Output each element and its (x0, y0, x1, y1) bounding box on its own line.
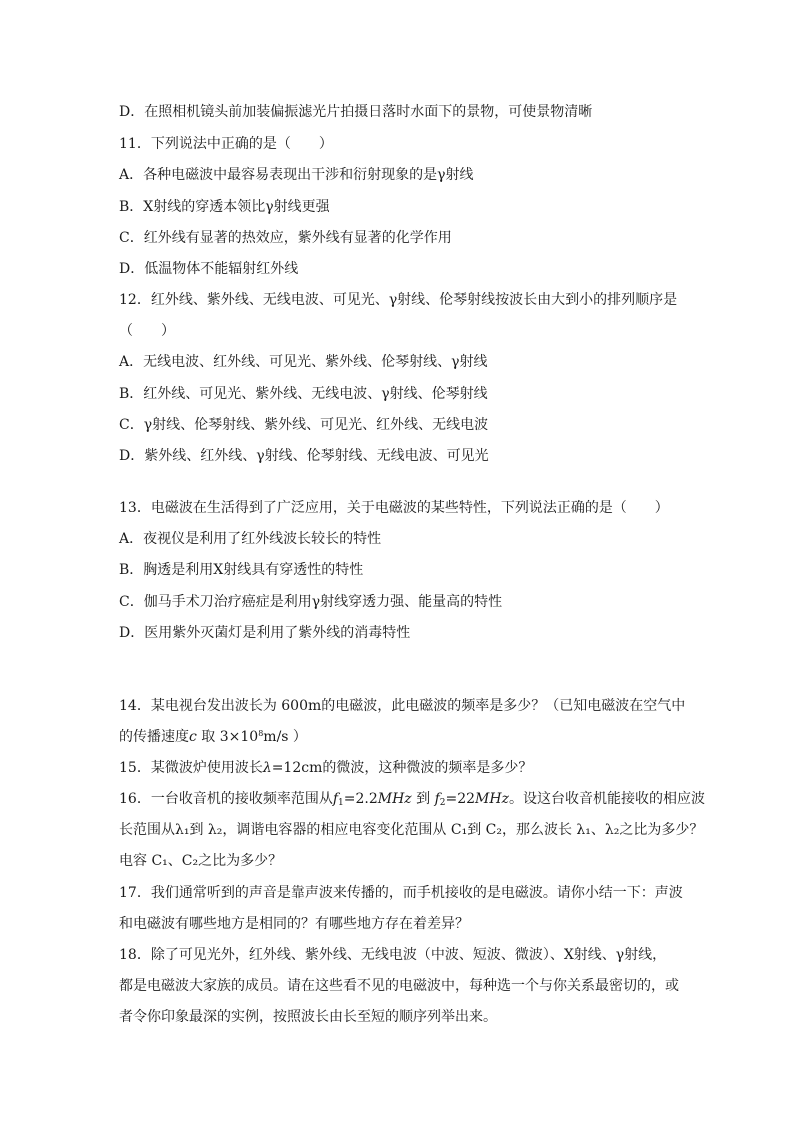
q16-stem-line1: 16．一台收音机的接收频率范围从$f_1=2.2MHz$ 到 $f_2=22MHz$。设这台收音机能接收的相应波 (119, 791, 705, 808)
q18-stem-line2: 都是电磁波大家族的成员。请在这些看不见的电磁波中，每种选一个与你关系最密切的，或 (119, 978, 679, 994)
q17-stem-line1: 17．我们通常听到的声音是靠声波来传播的，而手机接收的是电磁波。请你小结一下：声波 (119, 885, 683, 901)
q18-stem-line3: 者令你印象最深的实例，按照波长由长至短的顺序列举出来。 (119, 1009, 497, 1025)
q16-stem-line3: 电容 C₁、C₂之比为多少？ (119, 853, 283, 869)
q14-stem-line1: 14．某电视台发出波长为 600m的电磁波，此电磁波的频率是多少？（已知电磁波在空气中 (119, 698, 686, 714)
q12-option-d: D．紫外线、红外线、γ射线、伦琴射线、无线电波、可见光 (119, 448, 489, 464)
q18-stem-line1: 18．除了可见光外，红外线、紫外线、无线电波（中波、短波、微波）、X射线、γ射线， (119, 947, 667, 963)
q11-option-a: A．各种电磁波中最容易表现出干涉和衍射现象的是γ射线 (119, 167, 474, 183)
q11-option-b: B．X射线的穿透本领比γ射线更强 (119, 199, 330, 215)
q13-option-d: D．医用紫外灭菌灯是利用了紫外线的消毒特性 (119, 625, 411, 641)
q11-option-d: D．低温物体不能辐射红外线 (119, 261, 299, 277)
q13-option-c: C．伽马手术刀治疗癌症是利用γ射线穿透力强、能量高的特性 (119, 594, 503, 610)
q16-stem-line2: 长范围从λ₁到 λ₂，调谐电容器的相应电容变化范围从 C₁到 C₂，那么波长 λ₁、λ₂之比为多少？ (119, 822, 704, 838)
q12-option-a: A．无线电波、红外线、可见光、紫外线、伦琴射线、γ射线 (119, 354, 488, 370)
q15-stem: 15．某微波炉使用波长λ=12cm的微波，这种微波的频率是多少？ (119, 760, 533, 776)
q14-stem-line2: 的传播速度c 取 $3\times 10^8m/s$ ） (119, 729, 307, 745)
q12-option-b: B．红外线、可见光、紫外线、无线电波、γ射线、伦琴射线 (119, 386, 488, 402)
q13-option-b: B．胸透是利用X射线具有穿透性的特性 (119, 562, 364, 578)
q13-stem: 13．电磁波在生活得到了广泛应用，关于电磁波的某些特性，下列说法正确的是（ ） (119, 500, 669, 516)
q12-stem-line1: 12．红外线、紫外线、无线电波、可见光、γ射线、伦琴射线按波长由大到小的排列顺序是 (119, 292, 678, 308)
q13-option-a: A．夜视仪是利用了红外线波长较长的特性 (119, 531, 382, 547)
q12-stem-line2: （ ） (119, 323, 175, 339)
q12-option-c: C．γ射线、伦琴射线、紫外线、可见光、红外线、无线电波 (119, 417, 489, 433)
q11-stem: 11．下列说法中正确的是（ ） (119, 136, 333, 152)
q17-stem-line2: 和电磁波有哪些地方是相同的？有哪些地方存在着差异？ (119, 916, 469, 932)
q11-option-c: C．红外线有显著的热效应，紫外线有显著的化学作用 (119, 230, 452, 246)
q10-option-d: D．在照相机镜头前加装偏振滤光片拍摄日落时水面下的景物，可使景物清晰 (119, 104, 593, 120)
